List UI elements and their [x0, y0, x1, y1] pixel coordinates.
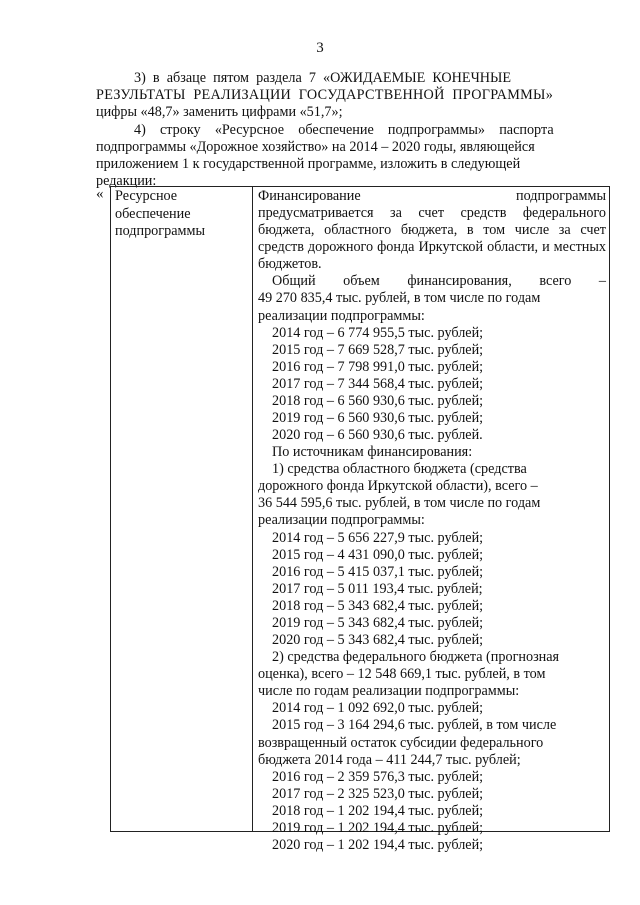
total-year-line: 2017 год – 7 344 568,4 тыс. рублей;	[272, 375, 484, 392]
regional-line-2: дорожного фонда Иркутской области), всего –	[258, 478, 538, 495]
item-4-line-1: 4) строку «Ресурсное обеспечение подпрограммы» паспорта	[134, 121, 554, 138]
item-3-line-1: 3) в абзаце пятом раздела 7 «ОЖИДАЕМЫЕ КОНЕЧНЫЕ	[134, 70, 512, 86]
opening-quote: «	[96, 186, 104, 202]
financing-paragraph: предусматривается за счет средств федерального бюджета, областного бюджета, в том числе за счет средств дорожного фонда Иркутской области, и местных бюджетов.	[258, 205, 606, 273]
total-line-3: реализации подпрограммы:	[258, 307, 425, 324]
total-line-1: Общий объем финансирования, всего –	[272, 273, 606, 290]
federal-2015-line-2: возвращенный остаток субсидии федерального	[258, 734, 544, 751]
federal-year-line: 2016 год – 2 359 576,3 тыс. рублей;	[272, 768, 484, 785]
total-line-2: 49 270 835,4 тыс. рублей, в том числе по годам	[258, 290, 541, 307]
row-value-cell	[253, 187, 609, 853]
financing-first-word: Финансирование	[258, 188, 361, 204]
sources-heading: По источникам финансирования:	[272, 444, 473, 461]
federal-line-2: оценка), всего – 12 548 669,1 тыс. рублей, в том	[258, 666, 546, 683]
page-number: 3	[316, 40, 324, 56]
federal-year-line: 2019 год – 1 202 194,4 тыс. рублей;	[272, 819, 484, 836]
regional-line-4: реализации подпрограммы:	[258, 512, 425, 529]
federal-year-line: 2017 год – 2 325 523,0 тыс. рублей;	[272, 785, 484, 802]
item-4-line-2: подпрограммы «Дорожное хозяйство» на 2014 – 2020 годы, являющейся	[96, 138, 535, 155]
regional-year-line: 2019 год – 5 343 682,4 тыс. рублей;	[272, 614, 484, 631]
row-label-line: обеспечение	[115, 205, 191, 222]
federal-line-3: числе по годам реализации подпрограммы:	[258, 683, 520, 700]
item-4-line-3: приложением 1 к государственной программе, изложить в следующей	[96, 156, 521, 173]
total-year-line: 2016 год – 7 798 991,0 тыс. рублей;	[272, 358, 484, 375]
regional-line-1: 1) средства областного бюджета (средства	[272, 461, 527, 478]
total-year-line: 2019 год – 6 560 930,6 тыс. рублей;	[272, 410, 484, 427]
regional-line-3: 36 544 595,6 тыс. рублей, в том числе по годам	[258, 495, 541, 512]
federal-year-line: 2018 год – 1 202 194,4 тыс. рублей;	[272, 802, 484, 819]
federal-line-1: 2) средства федерального бюджета (прогнозная	[272, 649, 560, 666]
regional-year-line: 2017 год – 5 011 193,4 тыс. рублей;	[272, 580, 483, 597]
regional-year-line: 2018 год – 5 343 682,4 тыс. рублей;	[272, 597, 484, 614]
total-year-line: 2014 год – 6 774 955,5 тыс. рублей;	[272, 324, 484, 341]
federal-year-line: 2020 год – 1 202 194,4 тыс. рублей;	[272, 836, 484, 853]
item-4-line-4: редакции:	[96, 173, 157, 190]
regional-year-line: 2020 год – 5 343 682,4 тыс. рублей;	[272, 632, 484, 649]
total-years-list	[258, 325, 606, 445]
regional-years-list	[258, 530, 606, 650]
financing-first-line	[258, 188, 606, 205]
intro-text	[96, 70, 610, 190]
federal-2015-line-3: бюджета 2014 года – 411 244,7 тыс. рублей;	[258, 751, 521, 768]
financing-last-word: подпрограммы	[516, 188, 606, 204]
row-label-cell	[111, 187, 253, 831]
item-3-line-3: цифры «48,7» заменить цифрами «51,7»;	[96, 104, 343, 121]
federal-2015-line-1: 2015 год – 3 164 294,6 тыс. рублей, в том числе	[272, 717, 557, 734]
resource-table	[110, 186, 610, 853]
total-year-line: 2015 год – 7 669 528,7 тыс. рублей;	[272, 341, 484, 358]
regional-year-line: 2015 год – 4 431 090,0 тыс. рублей;	[272, 546, 484, 563]
row-label-line: подпрограммы	[115, 223, 205, 239]
item-3-line-2: РЕЗУЛЬТАТЫ РЕАЛИЗАЦИИ ГОСУДАРСТВЕННОЙ ПРОГРАММЫ»	[96, 87, 554, 104]
federal-years-list	[258, 769, 606, 854]
regional-year-line: 2016 год – 5 415 037,1 тыс. рублей;	[272, 563, 484, 580]
total-year-line: 2018 год – 6 560 930,6 тыс. рублей;	[272, 392, 484, 409]
federal-year-line: 2014 год – 1 092 692,0 тыс. рублей;	[272, 700, 484, 717]
regional-year-line: 2014 год – 5 656 227,9 тыс. рублей;	[272, 529, 484, 546]
row-label-line: Ресурсное	[115, 188, 178, 204]
total-year-line: 2020 год – 6 560 930,6 тыс. рублей.	[272, 427, 483, 444]
